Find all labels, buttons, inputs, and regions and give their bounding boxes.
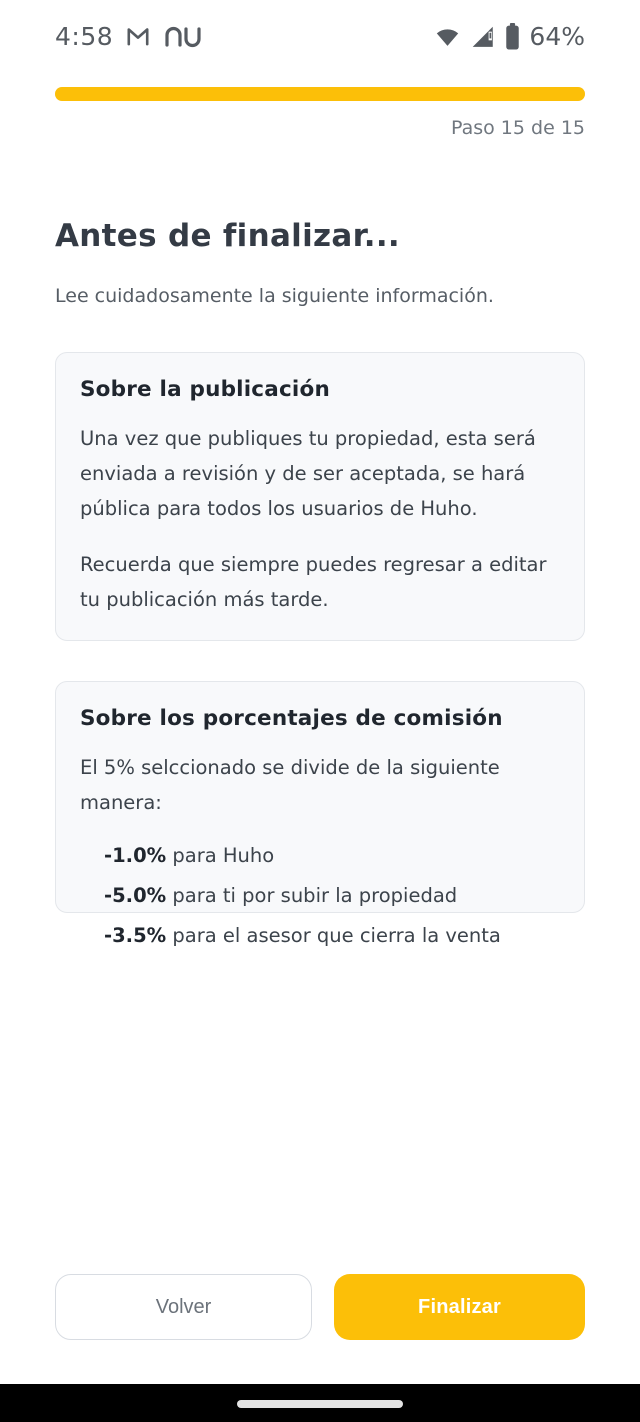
footer-actions: [55, 1274, 585, 1340]
list-item: [104, 836, 560, 876]
cell-signal-alert-icon: [470, 24, 496, 48]
battery-icon: [505, 23, 520, 50]
gmail-notification-icon: [125, 23, 151, 49]
home-indicator-handle[interactable]: [237, 1400, 403, 1408]
list-item: [104, 916, 560, 956]
list-item: [104, 876, 560, 916]
commission-text: para ti por subir la propiedad: [172, 884, 458, 907]
back-button[interactable]: Volver: [55, 1274, 312, 1340]
commission-pct: -1.0%: [104, 844, 167, 867]
publication-card-title: Sobre la publicación: [80, 377, 330, 402]
commission-breakdown-list: [104, 836, 560, 956]
gesture-nav-bar: [0, 1384, 640, 1422]
publication-paragraph: Recuerda que siempre puedes regresar a editar tu publicación más tarde.: [80, 553, 547, 611]
commission-pct: -5.0%: [104, 884, 167, 907]
status-bar: [0, 0, 640, 66]
battery-percent: 64%: [529, 21, 585, 51]
commission-pct: -3.5%: [104, 924, 167, 947]
commission-card-title: Sobre los porcentajes de comisión: [80, 706, 503, 731]
status-time: 4:58: [55, 21, 114, 51]
step-counter: Paso 15 de 15: [451, 117, 585, 139]
wifi-icon: [434, 24, 461, 48]
page-subtitle: Lee cuidadosamente la siguiente información.: [55, 285, 494, 307]
progress-bar-fill: [55, 87, 585, 101]
page-title: Antes de finalizar...: [55, 218, 400, 254]
progress-bar: [55, 87, 585, 101]
commission-text: para Huho: [172, 844, 275, 867]
publication-info-card: [55, 352, 585, 641]
commission-text: para el asesor que cierra la venta: [172, 924, 501, 947]
nubank-notification-icon: [163, 23, 203, 49]
finish-button[interactable]: Finalizar: [334, 1274, 585, 1340]
commission-info-card: [55, 681, 585, 947]
commission-intro: El 5% selccionado se divide de la siguiente manera:: [80, 756, 500, 814]
publication-paragraph: Una vez que publiques tu propiedad, esta será enviada a revisión y de ser aceptada, se hará pública para todos los usuarios de Huho.: [80, 427, 536, 520]
